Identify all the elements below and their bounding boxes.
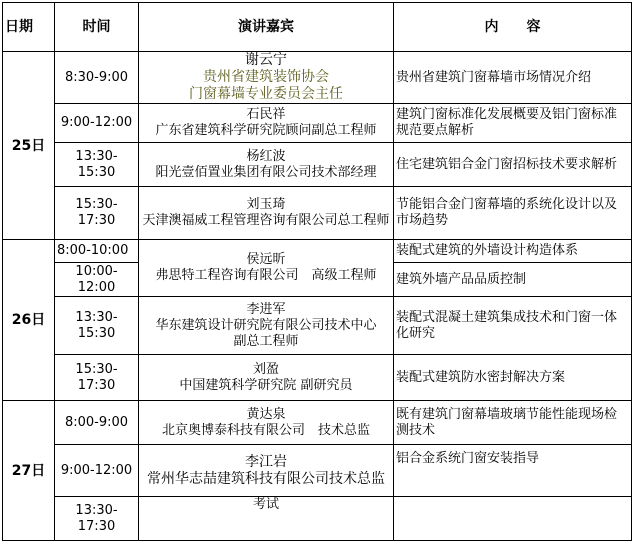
speaker-cell [139, 401, 394, 445]
session-time: 8:30-9:00 [55, 52, 139, 104]
session-content: 装配式混凝土建筑集成技术和门窗一体化研究 [394, 297, 632, 355]
speaker-org: 阳光壹佰置业集团有限公司技术部经理 [155, 164, 377, 180]
speaker-org: 华东建筑设计研究院有限公司技术中心 [155, 317, 377, 333]
session-content [394, 497, 632, 541]
session-content: 既有建筑门窗幕墙玻璃节能性能现场检测技术 [394, 401, 632, 445]
session-content: 建筑门窗标准化发展概要及铝门窗标准规范要点解析 [394, 104, 632, 143]
header-time: 时间 [55, 3, 139, 52]
speaker-cell [139, 355, 394, 401]
speaker-cell [139, 187, 394, 240]
speaker-org: 贵州省建筑装饰协会 [203, 69, 329, 85]
speaker-cell [139, 143, 394, 187]
schedule-table [2, 2, 632, 541]
speaker-org: 天津澳福威工程管理咨询有限公司总工程师 [142, 213, 390, 228]
header-content: 内 容 [394, 3, 632, 52]
speaker-name: 石民祥 [246, 107, 286, 122]
session-content: 贵州省建筑门窗幕墙市场情况介绍 [394, 52, 632, 104]
speaker-name: 刘玉琦 [246, 197, 286, 212]
session-content: 装配式建筑防水密封解决方案 [394, 355, 632, 401]
table-row [3, 52, 632, 104]
table-row [3, 497, 632, 541]
speaker-cell [139, 297, 394, 355]
speaker-name: 李江岩 [245, 453, 287, 470]
session-time: 9:00-12:00 [55, 445, 139, 497]
speaker-cell [139, 240, 394, 297]
table-row [3, 104, 632, 143]
speaker-name: 黄达泉 [246, 406, 286, 422]
speaker-name: 侯远昕 [246, 252, 286, 267]
table-row [3, 355, 632, 401]
table-row [3, 187, 632, 240]
session-content: 铝合金系统门窗安装指导 [394, 445, 632, 497]
session-time: 15:30-17:30 [55, 187, 139, 240]
speaker-cell [139, 104, 394, 143]
speaker-org: 北京奥博泰科技有限公司 技术总监 [161, 422, 370, 438]
table-row [3, 143, 632, 187]
session-content: 建筑外墙产品品质控制 [394, 263, 632, 297]
speaker-org: 副总工程师 [233, 333, 299, 349]
speaker-name: 李进军 [246, 301, 286, 317]
speaker-org: 中国建筑科学研究院 副研究员 [179, 377, 353, 393]
speaker-cell [139, 52, 394, 104]
session-content: 装配式建筑的外墙设计构造体系 [394, 240, 632, 263]
session-time: 15:30-17:30 [55, 355, 139, 401]
session-time: 8:00-9:00 [55, 401, 139, 445]
speaker-org: 常州华志喆建筑科技有限公司技术总监 [147, 470, 385, 487]
table-row [3, 445, 632, 497]
table-row [3, 297, 632, 355]
speaker-cell [139, 445, 394, 497]
header-speaker: 演讲嘉宾 [139, 3, 394, 52]
speaker-org: 门窗幕墙专业委员会主任 [189, 86, 343, 102]
speaker-name: 刘盈 [252, 361, 279, 377]
speaker-name: 考试 [252, 497, 279, 512]
speaker-cell [139, 497, 394, 541]
session-time: 10:00-12:00 [55, 263, 139, 297]
session-content: 住宅建筑铝合金门窗招标技术要求解析 [394, 143, 632, 187]
table-row [3, 401, 632, 445]
speaker-org: 广东省建筑科学研究院顾问副总工程师 [155, 123, 377, 138]
header-row [3, 3, 632, 52]
header-date: 日期 [3, 3, 55, 52]
day-label: 27日 [3, 401, 55, 541]
session-time: 9:00-12:00 [55, 104, 139, 143]
speaker-org: 弗思特工程咨询有限公司 高级工程师 [155, 268, 377, 283]
speaker-name: 杨红波 [246, 148, 286, 164]
day-label: 26日 [3, 240, 55, 401]
session-time: 13:30-15:30 [55, 143, 139, 187]
session-time: 13:30-15:30 [55, 297, 139, 355]
day-label: 25日 [3, 52, 55, 240]
table-row [3, 240, 632, 263]
session-content: 节能铝合金门窗幕墙的系统化设计以及市场趋势 [394, 187, 632, 240]
session-time: 8:00-10:00 [55, 240, 139, 263]
session-time: 13:30-17:30 [55, 497, 139, 541]
speaker-name: 谢云宁 [245, 52, 287, 68]
